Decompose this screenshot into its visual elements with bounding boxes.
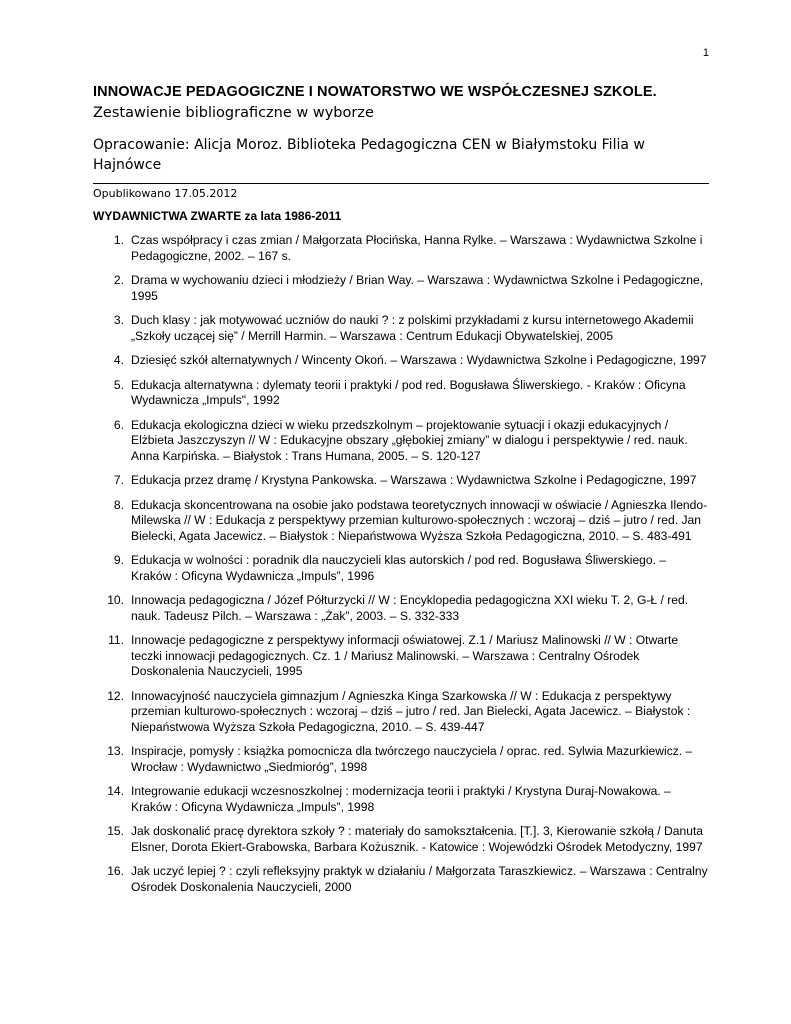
- entry-text: Innowacja pedagogiczna / Józef Półturzycki // W : Encyklopedia pedagogiczna XXI wieku T. 2, G-Ł / red. nauk. Tadeusz Pilch. – Warszawa : „Żak”, 2003. – S. 332-333: [131, 593, 689, 623]
- header-divider: [93, 183, 709, 184]
- list-item: [93, 273, 709, 304]
- entry-text: Integrowanie edukacji wczesnoszkolnej : modernizacja teorii i praktyki / Krystyna Duraj-Nowakowa. – Kraków : Oficyna Wydawnicza „Impuls”, 1998: [131, 784, 671, 814]
- entry-text: Edukacja alternatywna : dylematy teorii i praktyki / pod red. Bogusława Śliwerskiego. - Kraków : Oficyna Wydawnicza „Impuls", 1992: [131, 377, 686, 407]
- entry-number: 3.: [113, 313, 124, 327]
- entry-text: Duch klasy : jak motywować uczniów do nauki ? : z polskimi przykładami z kursu internetowego Akademii „Szkoły uczącej się” / Merrill Harmin. – Warszawa : Centrum Edukacji Obywatelskiej, 2005: [131, 313, 694, 343]
- document-title: INNOWACJE PEDAGOGICZNE I NOWATORSTWO WE WSPÓŁCZESNEJ SZKOLE.: [93, 84, 657, 100]
- entry-number: 6.: [113, 417, 124, 432]
- list-item: [93, 824, 709, 855]
- entry-text: Innowacyjność nauczyciela gimnazjum / Agnieszka Kinga Szarkowska // W : Edukacja z perspektywy przemian kulturowo-społecznych : wczoraj – dziś – jutro / red. Jan Bielecki, Agata Jacewicz. – Białystok : Niepaństwowa Wyższa Szkoła Pedagogiczna, 2010. – S. 439-447: [131, 688, 691, 734]
- entry-text: Dziesięć szkół alternatywnych / Wincenty Okoń. – Warszawa : Wydawnictwa Szkolne i Pedagogiczne, 1997: [131, 353, 707, 367]
- entry-number: 13.: [107, 744, 124, 758]
- list-item: [93, 744, 709, 775]
- bibliography-list: [93, 233, 709, 904]
- list-item: [93, 313, 709, 344]
- list-item: [93, 473, 709, 489]
- entry-text: Drama w wychowaniu dzieci i młodzieży / Brian Way. – Warszawa : Wydawnictwa Szkolne i Pedagogiczne, 1995: [131, 273, 704, 303]
- page-number: 1: [702, 47, 709, 59]
- list-item: [93, 498, 709, 545]
- entry-number: 8.: [113, 497, 124, 512]
- entry-text: Czas współpracy i czas zmian / Małgorzata Płocińska, Hanna Rylke. – Warszawa : Wydawnictwa Szkolne i Pedagogiczne, 2002. – 167 s.: [131, 233, 703, 263]
- published-date: Opublikowano 17.05.2012: [93, 187, 238, 200]
- entry-text: Edukacja w wolności : poradnik dla nauczycieli klas autorskich / pod red. Bogusława Śliwerskiego. – Kraków : Oficyna Wydawnicza „Impuls”, 1996: [131, 553, 667, 583]
- entry-number: 14.: [107, 784, 124, 798]
- document-subtitle: Zestawienie bibliograficzne w wyborze: [93, 105, 374, 121]
- list-item: [93, 378, 709, 409]
- entry-text: Jak doskonalić pracę dyrektora szkoły ? : materiały do samokształcenia. [T.]. 3, Kierowanie szkołą / Danuta Elsner, Dorota Ekiert-Grabowska, Barbara Kożusznik. - Katowice : Wojewódzki Ośrodek Metodyczny, 1997: [131, 824, 704, 854]
- list-item: [93, 353, 709, 369]
- list-item: [93, 689, 709, 736]
- entry-text: Innowacje pedagogiczne z perspektywy informacji oświatowej. Z.1 / Mariusz Malinowski // W : Otwarte teczki innowacji pedagogicznych. Cz. 1 / Mariusz Malinowski. – Warszawa : Centralny Ośrodek Doskonalenia Nauczycieli, 1995: [131, 633, 679, 678]
- entry-number: 5.: [113, 377, 124, 392]
- entry-number: 10.: [107, 593, 124, 607]
- entry-number: 9.: [113, 553, 124, 567]
- entry-text: Jak uczyć lepiej ? : czyli refleksyjny praktyk w działaniu / Małgorzata Taraszkiewicz. – Warszawa : Centralny Ośrodek Doskonalenia Nauczycieli, 2000: [131, 864, 708, 894]
- entry-number: 1.: [113, 233, 124, 247]
- list-item: [93, 418, 709, 465]
- entry-number: 7.: [113, 473, 124, 487]
- list-item: [93, 593, 709, 624]
- entry-text: Edukacja skoncentrowana na osobie jako podstawa teoretycznych innowacji w oświacie / Agnieszka Ilendo-Milewska // W : Edukacja z perspektywy przemian kulturowo-społecznych : wczoraj – dziś – jutro / red. Jan Bielecki, Agata Jacewicz. – Białystok : Niepaństwowa Wyższa Szkoła Pedagogiczna, 2010. – S. 483-491: [131, 497, 708, 543]
- list-item: [93, 233, 709, 264]
- entry-text: Inspiracje, pomysły : książka pomocnicza dla twórczego nauczyciela / oprac. red. Sylwia Mazurkiewicz. – Wrocław : Wydawnictwo „Siedmioróg”, 1998: [131, 744, 693, 774]
- entry-number: 2.: [113, 273, 124, 287]
- list-item: [93, 864, 709, 895]
- entry-number: 12.: [107, 688, 124, 703]
- author-line: Opracowanie: Alicja Moroz. Biblioteka Pedagogiczna CEN w Białymstoku Filia w Hajnówce: [93, 137, 645, 173]
- section-heading: WYDAWNICTWA ZWARTE za lata 1986-2011: [93, 209, 342, 223]
- entry-number: 4.: [113, 353, 124, 367]
- entry-text: Edukacja przez dramę / Krystyna Pankowska. – Warszawa : Wydawnictwa Szkolne i Pedagogiczne, 1997: [131, 473, 697, 487]
- entry-text: Edukacja ekologiczna dzieci w wieku przedszkolnym – projektowanie sytuacji i okazji edukacyjnych / Elżbieta Jaszczyszyn // W : Edukacyjne obszary „głębokiej zmiany” w dialogu i perspektywie / red. nauk. Anna Karpińska. – Białystok : Trans Humana, 2005. – S. 120-127: [131, 417, 688, 463]
- list-item: [93, 553, 709, 584]
- list-item: [93, 633, 709, 680]
- entry-number: 16.: [107, 864, 124, 878]
- list-item: [93, 784, 709, 815]
- entry-number: 15.: [107, 824, 124, 838]
- entry-number: 11.: [108, 633, 124, 647]
